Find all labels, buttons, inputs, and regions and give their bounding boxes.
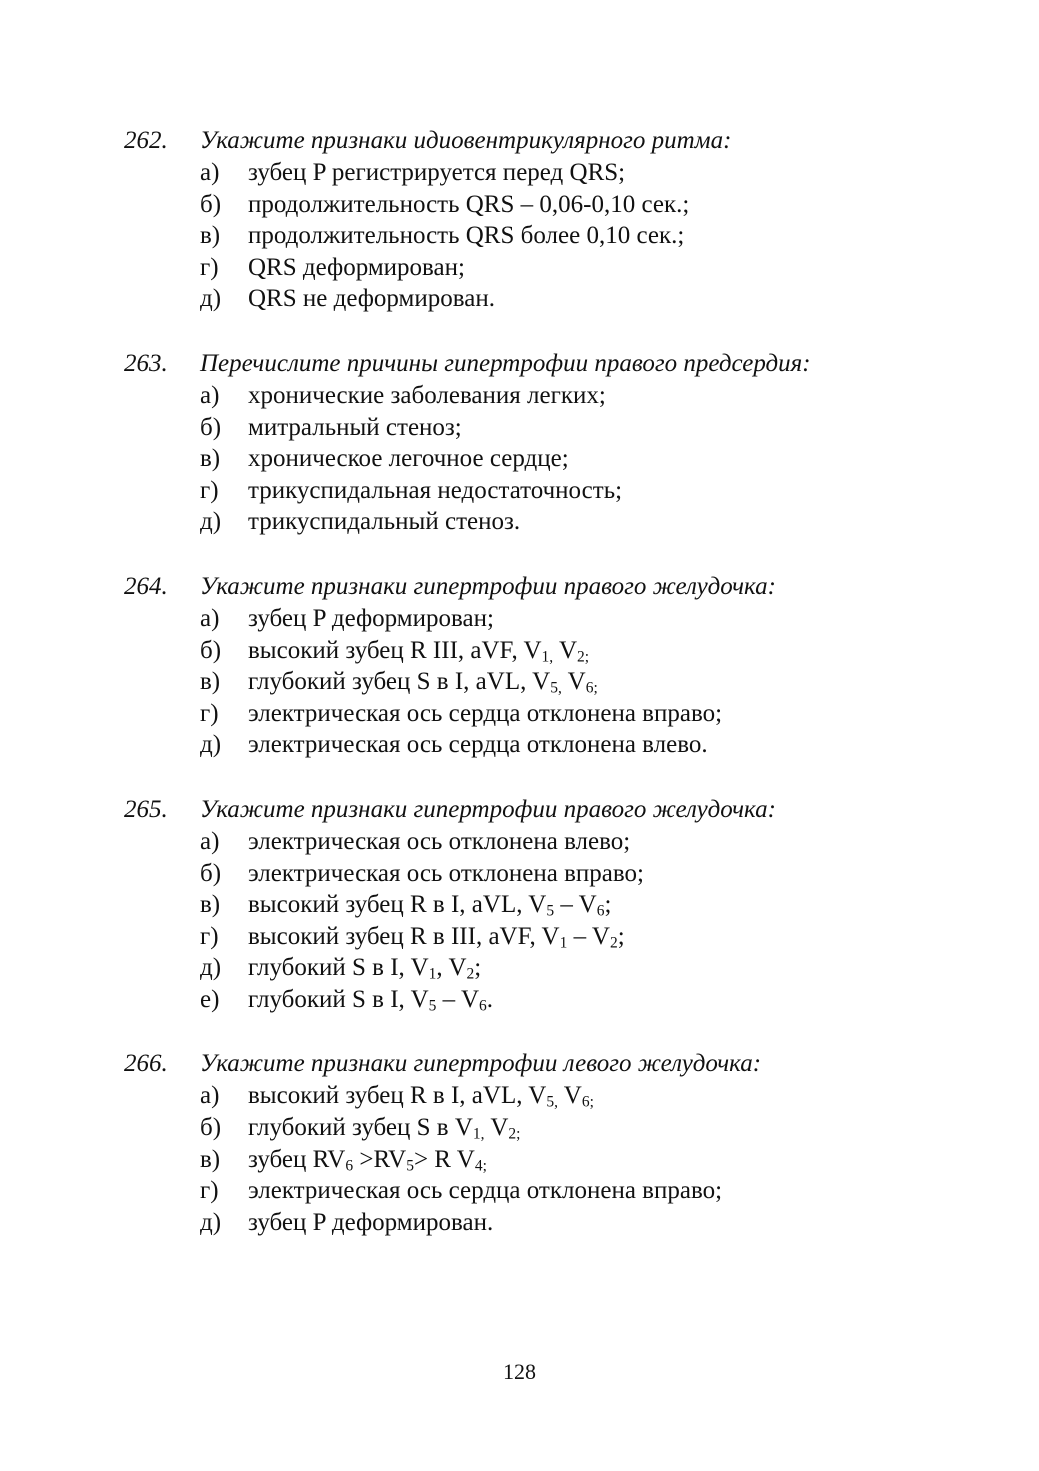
question-heading bbox=[0, 124, 1039, 157]
option-letter: б) bbox=[200, 636, 222, 664]
option-letter: д) bbox=[200, 1208, 222, 1236]
answer-option bbox=[0, 1112, 1039, 1144]
answer-option bbox=[0, 921, 1039, 953]
option-text: QRS деформирован; bbox=[248, 253, 465, 281]
answer-options bbox=[0, 1080, 1039, 1238]
option-letter: б) bbox=[200, 413, 222, 441]
question-heading bbox=[0, 793, 1039, 826]
option-letter: д) bbox=[200, 731, 222, 759]
option-letter: е) bbox=[200, 985, 220, 1013]
question-number: 265. bbox=[124, 795, 168, 823]
answer-options bbox=[0, 603, 1039, 761]
question-text: Укажите признаки гипертрофии правого желудочка: bbox=[200, 572, 776, 600]
answer-options bbox=[0, 380, 1039, 538]
option-text: высокий зубец R в I, aVL, $V_5 - V_6$; bbox=[248, 891, 612, 920]
option-letter: г) bbox=[200, 476, 219, 504]
question-heading bbox=[0, 570, 1039, 603]
option-text: трикуспидальный стеноз. bbox=[248, 508, 521, 536]
option-letter: б) bbox=[200, 1114, 222, 1142]
option-letter: б) bbox=[200, 190, 222, 218]
answer-option bbox=[0, 220, 1039, 252]
answer-option bbox=[0, 189, 1039, 221]
option-text: хронические заболевания легких; bbox=[248, 381, 606, 409]
question-list bbox=[0, 124, 1039, 1270]
option-letter: а) bbox=[200, 159, 220, 186]
option-text: хроническое легочное сердце; bbox=[248, 445, 569, 473]
option-text: глубокий зубец S в $V_{1,}$ $V_{2;}$ bbox=[248, 1114, 521, 1143]
question-266 bbox=[0, 1047, 1039, 1238]
option-text: зубец P деформирован. bbox=[248, 1208, 494, 1236]
option-letter: в) bbox=[200, 1145, 221, 1173]
question-262 bbox=[0, 124, 1039, 315]
question-text: Укажите признаки идиовентрикулярного ритма: bbox=[200, 127, 732, 154]
option-letter: в) bbox=[200, 445, 221, 473]
answer-option bbox=[0, 380, 1039, 412]
option-text: зубец P деформирован; bbox=[248, 604, 494, 632]
answer-option bbox=[0, 698, 1039, 730]
option-text: глубокий S в I, $V_1$, $V_2$; bbox=[248, 954, 482, 983]
answer-option bbox=[0, 1144, 1039, 1176]
option-letter: г) bbox=[200, 699, 219, 727]
option-text: глубокий зубец S в I, aVL, $V_{5,}$ $V_{6;}$ bbox=[248, 668, 598, 697]
option-letter: в) bbox=[200, 668, 221, 696]
answer-option bbox=[0, 666, 1039, 698]
answer-option bbox=[0, 889, 1039, 921]
answer-option bbox=[0, 475, 1039, 507]
option-letter: д) bbox=[200, 285, 222, 313]
option-text: высокий зубец R III, aVF, $V_{1,}$ $V_{2;}$ bbox=[248, 636, 590, 665]
option-text: продолжительность QRS – 0,06-0,10 сек.; bbox=[248, 190, 690, 218]
option-text: глубокий S в I, $V_5 - V_6$. bbox=[248, 985, 493, 1015]
answer-option bbox=[0, 858, 1039, 890]
option-letter: г) bbox=[200, 1177, 219, 1205]
answer-option bbox=[0, 443, 1039, 475]
answer-option bbox=[0, 635, 1039, 667]
answer-option bbox=[0, 283, 1039, 315]
option-letter: б) bbox=[200, 859, 222, 887]
question-heading bbox=[0, 347, 1039, 380]
option-text: высокий зубец R в I, aVL, $V_{5,}$ $V_{6;}$ bbox=[248, 1082, 594, 1111]
question-text: Перечислите причины гипертрофии правого предсердия: bbox=[200, 349, 811, 377]
question-number: 262. bbox=[124, 127, 168, 154]
option-letter: а) bbox=[200, 604, 220, 632]
answer-option bbox=[0, 1080, 1039, 1112]
option-text: продолжительность QRS более 0,10 сек.; bbox=[248, 222, 685, 250]
question-number: 264. bbox=[124, 572, 168, 600]
answer-option bbox=[0, 729, 1039, 761]
question-text: Укажите признаки гипертрофии левого желудочка: bbox=[200, 1050, 762, 1078]
answer-option bbox=[0, 252, 1039, 284]
page-number: 128 bbox=[503, 1359, 536, 1384]
answer-option bbox=[0, 603, 1039, 635]
answer-option bbox=[0, 826, 1039, 858]
question-263 bbox=[0, 347, 1039, 538]
option-text: электрическая ось отклонена влево; bbox=[248, 827, 631, 855]
answer-option bbox=[0, 157, 1039, 189]
option-text: трикуспидальная недостаточность; bbox=[248, 476, 623, 504]
answer-option bbox=[0, 412, 1039, 444]
question-number: 266. bbox=[124, 1050, 168, 1078]
option-letter: а) bbox=[200, 1082, 220, 1110]
answer-option bbox=[0, 1207, 1039, 1239]
option-text: высокий зубец R в III, aVF, $V_1 - V_2$; bbox=[248, 922, 625, 952]
option-letter: в) bbox=[200, 222, 221, 250]
answer-options bbox=[0, 826, 1039, 1016]
option-text: электрическая ось отклонена вправо; bbox=[248, 859, 644, 887]
option-text: митральный стеноз; bbox=[248, 413, 462, 441]
answer-option bbox=[0, 984, 1039, 1016]
option-text: QRS не деформирован. bbox=[248, 285, 495, 313]
question-265 bbox=[0, 793, 1039, 1016]
option-text: электрическая ось сердца отклонена вправо; bbox=[248, 1177, 723, 1205]
option-letter: а) bbox=[200, 381, 220, 409]
option-letter: в) bbox=[200, 891, 221, 919]
answer-options bbox=[0, 157, 1039, 315]
option-letter: г) bbox=[200, 253, 219, 281]
option-letter: д) bbox=[200, 508, 222, 536]
option-text: зубец P регистрируется перед QRS; bbox=[248, 159, 626, 186]
answer-option bbox=[0, 952, 1039, 984]
option-text: зубец $RV_6 >RV_5> R$ $V_{4;}$ bbox=[248, 1145, 487, 1175]
answer-option bbox=[0, 506, 1039, 538]
option-text: электрическая ось сердца отклонена влево. bbox=[248, 731, 708, 759]
question-text: Укажите признаки гипертрофии правого желудочка: bbox=[200, 795, 776, 823]
option-letter: г) bbox=[200, 922, 219, 950]
option-letter: а) bbox=[200, 827, 220, 855]
question-264 bbox=[0, 570, 1039, 761]
answer-option bbox=[0, 1175, 1039, 1207]
question-heading bbox=[0, 1047, 1039, 1080]
question-number: 263. bbox=[124, 349, 168, 377]
option-text: электрическая ось сердца отклонена вправо; bbox=[248, 699, 723, 727]
option-letter: д) bbox=[200, 954, 222, 982]
